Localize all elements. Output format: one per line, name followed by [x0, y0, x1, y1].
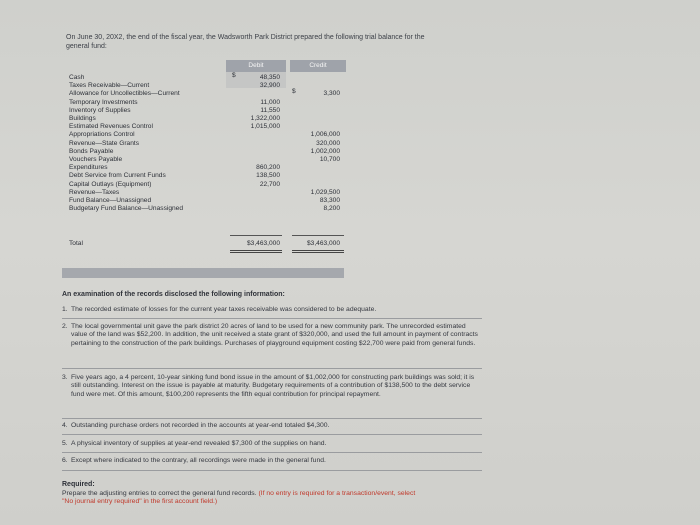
list-item: 4. Outstanding purchase orders not recorded in the accounts at year-end totaled $4,300. [62, 422, 330, 429]
table-row [66, 123, 346, 131]
account-name: Temporary Investments [69, 98, 138, 106]
account-name: Expenditures [69, 164, 108, 172]
account-name: Appropriations Control [69, 131, 135, 139]
divider [62, 452, 482, 453]
total-debit: $3,463,000 [246, 240, 280, 247]
credit-cell: 320,000 [316, 139, 340, 147]
debit-cell: 32,900 [259, 82, 280, 90]
debit-cell: 1,322,000 [250, 115, 280, 122]
table-row [66, 197, 346, 205]
examination-heading: An examination of the records disclosed the following information: [62, 291, 285, 298]
account-name: Fund Balance—Unassigned [69, 197, 152, 204]
list-item: 6. Except where indicated to the contrary, all recordings were made in the general fund. [62, 457, 326, 464]
table-row [66, 148, 346, 156]
required-instruction: Prepare the adjusting entries to correct the general fund records. [62, 490, 257, 497]
required-label: Required: [62, 481, 95, 488]
table-row [66, 181, 346, 189]
list-item: 1. The recorded estimate of losses for the current year taxes receivable was considered to be adequate. [62, 306, 377, 313]
account-name: Vouchers Payable [69, 156, 123, 163]
list-item: 2. The local governmental unit gave the park district 20 acres of land to be used for a new community park. The unrecorded estimated value of the land was $52,200. In addition, the unit received a state grant of $320,000, and used the full amount in payment of contracts pertaining to the construction of the park buildings. Purchases of playground equipment costing $22,700 were paid from general funds. [62, 323, 478, 347]
list-item: 3. Five years ago, a 4 percent, 10-year sinking fund bond issue in the amount of $1,002,000 for constructing park buildings was sold; it is still outstanding. Interest on the issue is payable at maturity. Budgetary requirements of a contribution of $138,500 to the debt service fund were met. Of this amount, $100,200 represents the fifth equal contribution for principal repayment. [62, 374, 475, 398]
total-credit: $3,463,000 [306, 240, 340, 247]
dollar-sign-credit: $ [292, 88, 296, 95]
credit-cell: 1,029,500 [310, 188, 340, 196]
account-name: Bonds Payable [69, 147, 114, 155]
account-name: Revenue—State Grants [69, 139, 140, 147]
credit-header: Credit [290, 60, 346, 72]
required-note: (If no entry is required for a transaction/event, select "No journal entry required" in the first account field.) [62, 490, 416, 506]
debit-cell: 138,500 [256, 172, 280, 180]
account-name: Taxes Receivable—Current [69, 82, 150, 90]
required-text [62, 490, 422, 507]
list-item: 5. A physical inventory of supplies at year-end revealed $7,300 of the supplies on hand. [62, 440, 327, 447]
credit-cell: 10,700 [319, 156, 340, 163]
debit-header: Debit [226, 60, 286, 72]
divider [62, 368, 482, 369]
table-row [66, 82, 346, 90]
account-name: Buildings [69, 115, 96, 122]
debit-subtotal-line [230, 235, 282, 236]
table-row [66, 189, 346, 197]
table-row [66, 164, 346, 172]
total-row [66, 240, 346, 248]
account-name: Debt Service from Current Funds [69, 172, 166, 180]
debit-cell: 48,350 [259, 74, 280, 81]
credit-cell: 3,300 [323, 90, 340, 98]
table-row [66, 107, 346, 115]
total-label: Total [69, 240, 83, 247]
debit-cell: 11,550 [260, 106, 280, 114]
account-name: Estimated Revenues Control [69, 123, 153, 131]
account-name: Revenue—Taxes [69, 188, 120, 196]
account-name: Allowance for Uncollectibles—Current [69, 90, 180, 98]
account-name: Cash [69, 74, 85, 81]
credit-cell: 8,200 [323, 205, 340, 213]
table-row [66, 74, 346, 82]
credit-cell: 1,006,000 [310, 131, 340, 139]
table-row [66, 99, 346, 107]
divider [62, 318, 482, 319]
section-divider-bar [62, 268, 344, 278]
debit-cell: 11,000 [260, 98, 280, 106]
table-row [66, 90, 346, 98]
table-row [66, 205, 346, 213]
divider [62, 470, 482, 471]
divider [62, 418, 482, 419]
account-name: Capital Outlays (Equipment) [69, 180, 152, 188]
account-name: Budgetary Fund Balance—Unassigned [69, 205, 183, 213]
table-row [66, 140, 346, 148]
debit-cell: 860,200 [256, 164, 280, 172]
credit-subtotal-line [292, 235, 344, 236]
debit-cell: 1,015,000 [250, 123, 280, 131]
credit-double-underline [292, 250, 344, 253]
divider [62, 434, 482, 435]
table-row [66, 156, 346, 164]
table-row [66, 115, 346, 123]
table-row [66, 131, 346, 139]
dollar-sign-debit: $ [232, 72, 236, 79]
credit-cell: 83,300 [319, 197, 340, 204]
table-row [66, 172, 346, 180]
account-name: Inventory of Supplies [69, 106, 131, 114]
debit-cell: 22,700 [259, 180, 280, 188]
credit-cell: 1,002,000 [310, 147, 340, 155]
debit-double-underline [230, 250, 282, 253]
intro-paragraph: On June 30, 20X2, the end of the fiscal year, the Wadsworth Park District prepared the following trial balance for the general fund: [66, 34, 425, 50]
